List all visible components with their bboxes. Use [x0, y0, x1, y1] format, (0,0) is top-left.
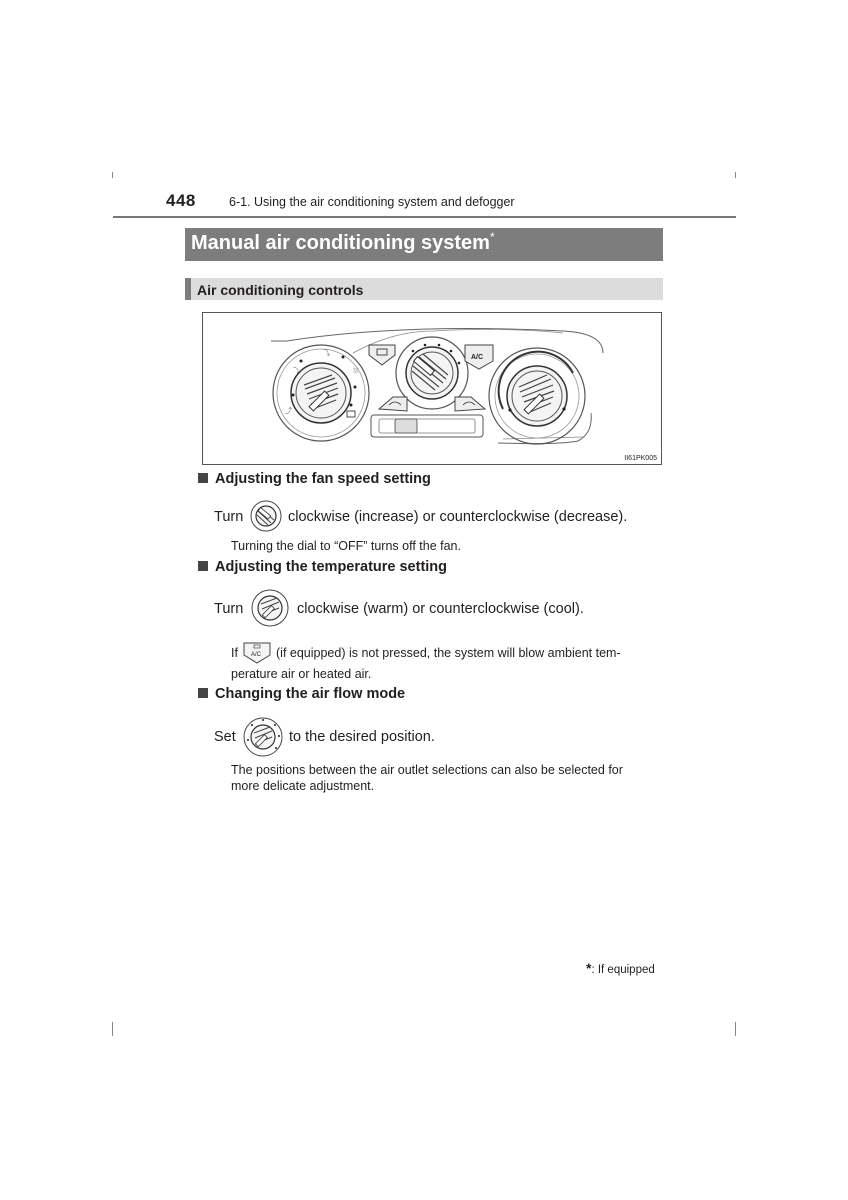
bullet-square — [198, 473, 208, 483]
section-label: 6-1. Using the air conditioning system and defogger — [229, 195, 515, 209]
crop-mark-bottom-right — [735, 1022, 736, 1036]
air-flow-note-line2: more delicate adjustment. — [231, 779, 375, 793]
lower-slot — [371, 415, 483, 437]
fan-turn-label: Turn — [214, 509, 244, 525]
air-flow-dial-icon — [242, 716, 284, 758]
fan-turn-text: clockwise (increase) or counterclockwise (decrease). — [288, 509, 628, 525]
temperature-dial — [489, 348, 585, 444]
fan-off-note: Turning the dial to “OFF” turns off the fan. — [231, 539, 461, 553]
svg-text:⤵: ⤵ — [293, 367, 300, 375]
ac-panel-illustration — [203, 313, 661, 464]
rear-defogger-button — [369, 345, 395, 365]
air-flow-set-label: Set — [214, 729, 236, 745]
svg-text:A/C: A/C — [471, 354, 484, 361]
footnote-text: : If equipped — [591, 964, 655, 976]
recirculation-button — [455, 397, 485, 411]
footnote-mark: * — [586, 960, 592, 976]
temperature-turn-label: Turn — [214, 601, 244, 617]
header-rule — [113, 216, 736, 218]
svg-text:⤵: ⤵ — [323, 349, 330, 357]
subsection-title — [185, 278, 663, 300]
crop-mark-top-left — [112, 172, 113, 178]
crop-mark-top-right — [735, 172, 736, 178]
temperature-heading: Adjusting the temperature setting — [198, 559, 447, 575]
ac-note-prefix: If — [231, 646, 238, 660]
air-flow-dial — [273, 345, 369, 441]
bullet-square — [198, 688, 208, 698]
figure-id: II61PK005 — [624, 455, 657, 462]
svg-text:A/C: A/C — [251, 652, 262, 658]
svg-text:⤴: ⤴ — [285, 407, 292, 415]
ac-note-line2: perature air or heated air. — [231, 667, 372, 681]
air-flow-note-line1: The positions between the air outlet selections can also be selected for — [231, 763, 623, 777]
fan-dial-icon — [249, 499, 283, 533]
crop-mark-bottom-left — [112, 1022, 113, 1036]
footnote — [586, 960, 655, 976]
page-title-text: Manual air conditioning system — [191, 232, 490, 254]
if-equipped-mark: * — [489, 230, 495, 244]
air-flow-heading: Changing the air flow mode — [198, 686, 405, 702]
temperature-turn-text: clockwise (warm) or counterclockwise (cool). — [297, 601, 584, 617]
fresh-air-button — [379, 397, 407, 411]
ac-note-line1: (if equipped) is not pressed, the system will blow ambient tem- — [276, 646, 621, 660]
air-flow-set-text: to the desired position. — [289, 729, 435, 745]
subsection-accent — [185, 278, 191, 300]
bullet-square — [198, 561, 208, 571]
ac-controls-figure — [202, 312, 662, 465]
svg-text:⛆: ⛆ — [353, 367, 359, 375]
page-title — [185, 228, 663, 261]
page-number: 448 — [166, 191, 196, 210]
subsection-title-text: Air conditioning controls — [197, 282, 364, 298]
ac-button-icon — [243, 642, 271, 664]
ac-button — [465, 345, 493, 369]
temperature-dial-icon — [250, 588, 290, 628]
fan-speed-heading: Adjusting the fan speed setting — [198, 471, 431, 487]
